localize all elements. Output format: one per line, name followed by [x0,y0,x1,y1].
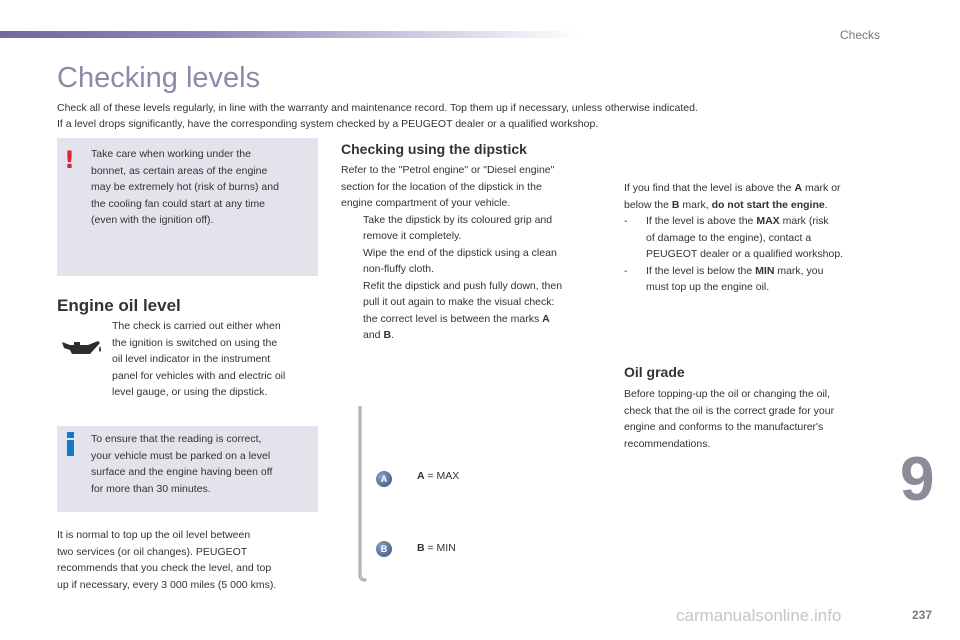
warning-line: the cooling fan could start at any time [91,197,265,210]
level-item-cont: of damage to the engine), contact a [646,231,812,244]
info-icon [66,432,75,456]
top-up-line: It is normal to top up the oil level between [57,529,251,541]
engine-oil-text [112,318,285,401]
oil-grade-title: Oil grade [624,364,685,380]
info-line: for more than 30 minutes. [91,482,211,495]
dipstick-step-cont: and B. [363,329,394,341]
dipstick-step [341,245,562,262]
engine-oil-line: oil level indicator in the instrument [112,353,271,365]
intro-paragraph [57,100,907,132]
step-text: Wipe the end of the dipstick using a clean [363,246,557,259]
step-text: Take the dipstick by its coloured grip and [363,213,553,226]
top-up-line: two services (or oil changes). PEUGEOT [57,545,248,558]
dipstick-intro-line: engine compartment of your vehicle. [341,197,511,209]
level-item-cont: PEUGEOT dealer or a qualified workshop. [646,248,844,260]
warning-line: (even with the ignition off). [91,214,214,226]
info-line: To ensure that the reading is correct, [91,433,262,445]
page-number: 237 [912,608,933,622]
dipstick-illustration [356,406,368,582]
engine-oil-title: Engine oil level [57,296,181,315]
dipstick-step [341,212,562,229]
info-text [91,431,272,497]
warning-line: may be extremely hot (risk of burns) and [91,181,279,193]
mark-a-badge: A [376,471,392,487]
warning-line: Take care when working under the [91,148,251,160]
dipstick-step-cont: pull it out again to make the visual check: [363,296,555,308]
dipstick-title: Checking using the dipstick [341,141,527,157]
engine-oil-line: The check is carried out either when [112,320,281,332]
top-up-line: up if necessary, every 3 000 miles (5 000 kms). [57,578,277,591]
mark-b: B [383,329,392,341]
level-line: below the B mark, do not start the engine. [624,198,828,211]
dipstick-intro-line: section for the location of the dipstick in the [341,180,542,193]
dipstick-intro-line: Refer to the "Petrol engine" or "Diesel engine" [341,164,555,176]
engine-oil-line: panel for vehicles with and electric oil [112,369,286,382]
info-line: your vehicle must be parked on a level [91,449,271,462]
oil-grade-line: check that the oil is the correct grade for your [624,404,835,417]
level-instructions [624,180,843,296]
exclamation-icon: ! [64,146,75,174]
top-up-line: recommends that you check the level, and top [57,562,272,574]
engine-oil-line: the ignition is switched on using the [112,336,278,349]
level-line: If you find that the level is above the A mark or [624,182,841,194]
oil-grade-line: engine and conforms to the manufacturer's [624,421,824,433]
dipstick-step-cont: remove it completely. [363,230,462,242]
level-item: - If the level is above the MAX mark (risk [624,215,829,227]
mark-a: A [542,312,550,325]
page-title: Checking levels [57,62,261,94]
level-item: - If the level is below the MIN mark, you [624,264,824,277]
section-label: Checks [840,28,881,42]
warning-text [91,146,279,229]
level-item-cont: must top up the engine oil. [646,281,770,293]
dipstick-text [341,162,562,344]
header-accent-bar [0,31,580,38]
dipstick-step [341,278,562,295]
intro-line: Check all of these levels regularly, in line with the warranty and maintenance record. Top them up if necessary, unless otherwise indicated. [57,102,698,114]
oil-grade-line: Before topping-up the oil or changing the oil, [624,388,831,400]
dipstick-step-cont: the correct level is between the marks A [363,312,550,325]
dipstick-step-cont: non-fluffy cloth. [363,263,435,275]
oil-grade-text [624,386,834,452]
chapter-number: 9 [900,445,935,514]
step-text: Refit the dipstick and push fully down, then [363,279,563,292]
warning-line: bonnet, as certain areas of the engine [91,164,268,177]
max-label: A = MAX [417,470,460,482]
info-line: surface and the engine having been off [91,466,273,478]
top-up-text [57,527,276,593]
oil-can-icon [60,336,104,360]
min-label: B = MIN [417,542,456,554]
oil-grade-line: recommendations. [624,437,711,450]
intro-line: If a level drops significantly, have the corresponding system checked by a PEUGEOT dealer or a qualified workshop. [57,118,599,130]
mark-b-badge: B [376,541,392,557]
engine-oil-line: level gauge, or using the dipstick. [112,386,268,398]
watermark: carmanualsonline.info [676,606,842,625]
